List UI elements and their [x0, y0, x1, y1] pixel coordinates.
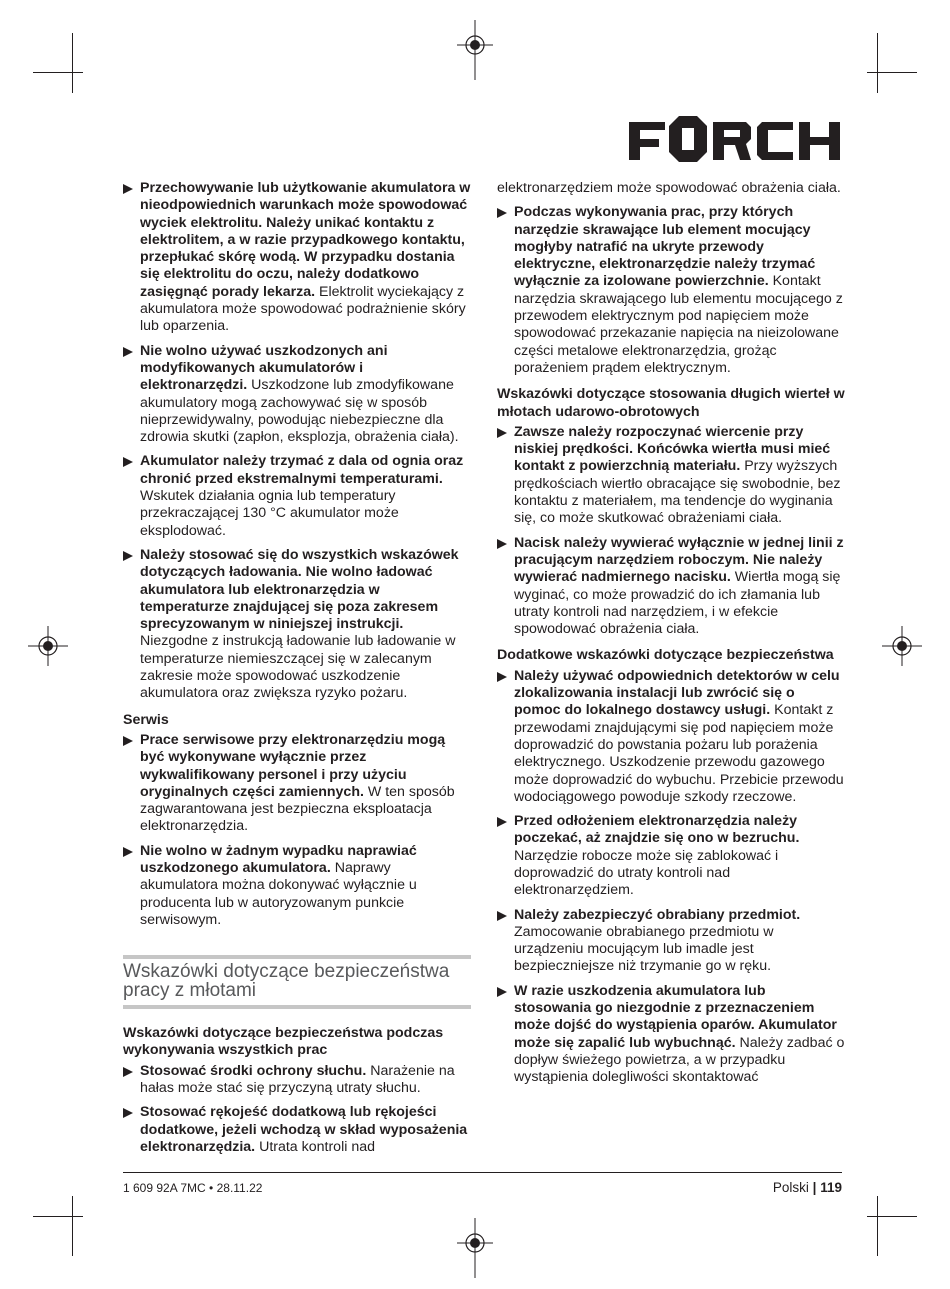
triangle-bullet-icon: [123, 551, 133, 561]
forch-logo: [627, 114, 843, 168]
bullet-bold-text: Przechowywanie lub użytkowanie akumulatora w nieodpowiednich warunkach może spowodować wyciek elektrolitu. Należy unikać kontaktu z elektrolitem, a w razie przypadkowego kontaktu, przepłukać skórę wodą. W przypadku dostania się elektrolitu do oczu, należy dodatkowo zasięgnąć porady lekarza.: [140, 180, 471, 300]
bullet-body-text: Kontakt narzędzia skrawającego lub elementu mocującego z przewodem elektrycznym pod napięciem może spowodować przekazanie napięcia na nieizolowane części metalowe elektronarzędzia, grożąc porażeniem prądem elektrycznym.: [514, 273, 843, 376]
bullet-body-text: Zamocowanie obrabianego przedmiotu w urządzeniu mocującym lub imadle jest bezpieczniejsze niż trzymanie go w ręku.: [514, 923, 774, 975]
crop-mark: [867, 1216, 917, 1217]
bullet-bold-text: Prace serwisowe przy elektronarzędziu mogą być wykonywane wyłącznie przez wykwalifikowany personel i przy użyciu oryginalnych części zamiennych.: [140, 731, 446, 800]
bullet-body-text: Należy zadbać o dopływ świeżego powietrza, a w przypadku wystąpienia dolegliwości skontaktować: [514, 1034, 845, 1086]
triangle-bullet-icon: [123, 457, 133, 467]
bullet-item: [497, 668, 845, 806]
bullet-item: [123, 843, 471, 929]
bullet-body-text: Naprawy akumulatora można dokonywać wyłącznie u producenta lub w autoryzowanym punkcie serwisowym.: [140, 859, 417, 928]
bullet-item: [123, 453, 471, 539]
subheading: Serwis: [123, 711, 169, 728]
bullet-body-text: Narażenie na hałas może stać się przyczyną utraty słuchu.: [140, 1062, 455, 1097]
triangle-bullet-icon: [497, 428, 507, 438]
crop-mark: [877, 33, 878, 93]
bullet-item: [123, 180, 471, 336]
bullet-item: [123, 343, 471, 447]
footer-separator: |: [812, 1180, 817, 1195]
bullet-body-text: Niezgodne z instrukcją ładowanie lub ładowanie w temperaturze niemieszczącej się w zalecanym zakresie może spowodować uszkodzenie akumulatora oraz zwiększa ryzyko pożaru.: [140, 633, 456, 702]
bullet-bold-text: Nie wolno w żadnym wypadku naprawiać uszkodzonego akumulatora.: [140, 842, 417, 876]
bullet-body-text: Narzędzie robocze może się zablokować i doprowadzić do utraty kontroli nad elektronarzędziem.: [514, 847, 779, 899]
bullet-item: [497, 813, 845, 899]
bullet-bold-text: Nacisk należy wywierać wyłącznie w jednej linii z pracującym narzędziem roboczym. Nie należy wywierać nadmiernego nacisku.: [514, 534, 844, 586]
triangle-bullet-icon: [123, 1108, 133, 1118]
subheading: Dodatkowe wskazówki dotyczące bezpieczeństwa: [497, 647, 834, 664]
subheading: Wskazówki dotyczące bezpieczeństwa podczas wykonywania wszystkich prac: [123, 1025, 444, 1059]
bullet-bold-text: W razie uszkodzenia akumulatora lub stosowania go niezgodnie z przeznaczeniem może dojść do wystąpienia oparów. Akumulator może się zapalić lub wybuchnąć.: [514, 982, 837, 1051]
triangle-bullet-icon: [497, 817, 507, 827]
triangle-bullet-icon: [497, 987, 507, 997]
crop-mark: [72, 33, 73, 93]
triangle-bullet-icon: [123, 347, 133, 357]
bullet-body-text: Wskutek działania ognia lub temperatury przekraczającej 130 °C akumulator może eksplodować.: [140, 488, 399, 539]
registration-mark-icon: [455, 20, 495, 80]
triangle-bullet-icon: [497, 208, 507, 218]
bullet-body-text: W ten sposób zagwarantowana jest bezpieczna eksploatacja elektronarzędzia.: [140, 783, 455, 835]
bullet-item: [123, 547, 471, 703]
registration-mark-icon: [882, 626, 922, 666]
footer-rule: [123, 1172, 842, 1173]
bullet-item: [497, 907, 845, 976]
bullet-body-text: Utrata kontroli nad: [255, 1138, 375, 1155]
right-column: [497, 180, 845, 1094]
triangle-bullet-icon: [123, 184, 133, 194]
page-number: 119: [820, 1180, 842, 1195]
triangle-bullet-icon: [123, 1067, 133, 1077]
crop-mark: [867, 72, 917, 73]
crop-mark: [72, 1196, 73, 1256]
triangle-bullet-icon: [497, 539, 507, 549]
section-title: Wskazówki dotyczące bezpieczeństwa pracy z młotami: [123, 955, 471, 1009]
bullet-body-text: Uszkodzone lub zmodyfikowane akumulatory mogą zachowywać się w sposób nieprzewidywalny, powodując niebezpieczne dla zdrowia skutki (zapłon, eksplozja, obrażenia ciała).: [140, 377, 459, 446]
bullet-bold-text: Nie wolno używać uszkodzonych ani modyfikowanych akumulatorów i elektronarzędzi.: [140, 342, 388, 394]
bullet-bold-text: Należy używać odpowiednich detektorów w celu zlokalizowania instalacji lub zwrócić się o pomoc do lokalnego dostawcy usługi.: [514, 667, 840, 719]
bullet-item: [497, 983, 845, 1087]
crop-mark: [33, 1216, 83, 1217]
bullet-body-text: Kontakt z przewodami znajdującymi się pod napięciem może doprowadzić do powstania pożaru lub porażenia elektrycznego. Uszkodzenie przewodu gazowego może doprowadzić do wybuchu. Przebicie przewodu wodociągowego powoduje szkody rzeczowe.: [514, 702, 844, 805]
bullet-bold-text: Przed odłożeniem elektronarzędzia należy poczekać, aż znajdzie się ono w bezruchu.: [514, 813, 800, 847]
crop-mark: [877, 1196, 878, 1256]
bullet-bold-text: Zawsze należy rozpoczynać wiercenie przy niskiej prędkości. Końcówka wiertła musi mieć kontakt z powierzchnią materiału.: [514, 423, 831, 475]
bullet-bold-text: Stosować rękojeść dodatkową lub rękojeści dodatkowe, jeżeli wchodzą w skład wyposażenia elektronarzędzia.: [140, 1104, 468, 1155]
left-column: [123, 180, 471, 1163]
footer-doc-code: 1 609 92A 7MC • 28.11.22: [123, 1181, 263, 1195]
triangle-bullet-icon: [123, 847, 133, 857]
bullet-item: [497, 535, 845, 639]
registration-mark-icon: [455, 1218, 495, 1278]
triangle-bullet-icon: [123, 736, 133, 746]
bullet-bold-text: Podczas wykonywania prac, przy których narzędzie skrawające lub element mocujący mogłyby natrafić na ukryte przewody elektryczne, elektronarzędzie należy trzymać wyłącznie za izolowane powierzchnie.: [514, 204, 816, 290]
footer-page-info: [773, 1180, 842, 1195]
registration-mark-icon: [28, 626, 68, 666]
triangle-bullet-icon: [497, 672, 507, 682]
bullet-body-text: Wiertła mogą się wyginać, co może prowadzić do ich złamania lub utraty kontroli nad narzędziem, i w efekcie spowodować obrażenia ciała.: [514, 569, 841, 638]
bullet-item: [497, 424, 845, 528]
bullet-body-text: Elektrolit wyciekający z akumulatora może spowodować podrażnienie skóry lub oparzenia.: [140, 283, 466, 335]
bullet-item: [123, 1063, 471, 1098]
bullet-item: [497, 204, 845, 377]
bullet-body-text: Przy wyższych prędkościach wiertło obracające się swobodnie, bez kontaktu z materiałem, ma tendencje do wyginania się, co może skutkować obrażeniami ciała.: [514, 458, 841, 527]
bullet-bold-text: Stosować środki ochrony słuchu.: [140, 1062, 367, 1079]
bullet-item: [123, 1104, 471, 1156]
bullet-item: [123, 732, 471, 836]
crop-mark: [33, 72, 83, 73]
subheading: Wskazówki dotyczące stosowania długich wierteł w młotach udarowo-obrotowych: [497, 386, 845, 420]
triangle-bullet-icon: [497, 911, 507, 921]
bullet-bold-text: Należy stosować się do wszystkich wskazówek dotyczących ładowania. Nie wolno ładować akumulatora lub elektronarzędzia w temperaturze znajdującej się poza zakresem sprecyzowanym w niniejszej instrukcji.: [140, 546, 459, 633]
bullet-bold-text: Akumulator należy trzymać z dala od ognia oraz chronić przed ekstremalnymi temperaturami.: [140, 453, 464, 487]
bullet-bold-text: Należy zabezpieczyć obrabiany przedmiot.: [514, 906, 801, 923]
paragraph: elektronarzędziem może spowodować obrażenia ciała.: [497, 180, 841, 196]
footer-language: Polski: [772, 1180, 809, 1195]
